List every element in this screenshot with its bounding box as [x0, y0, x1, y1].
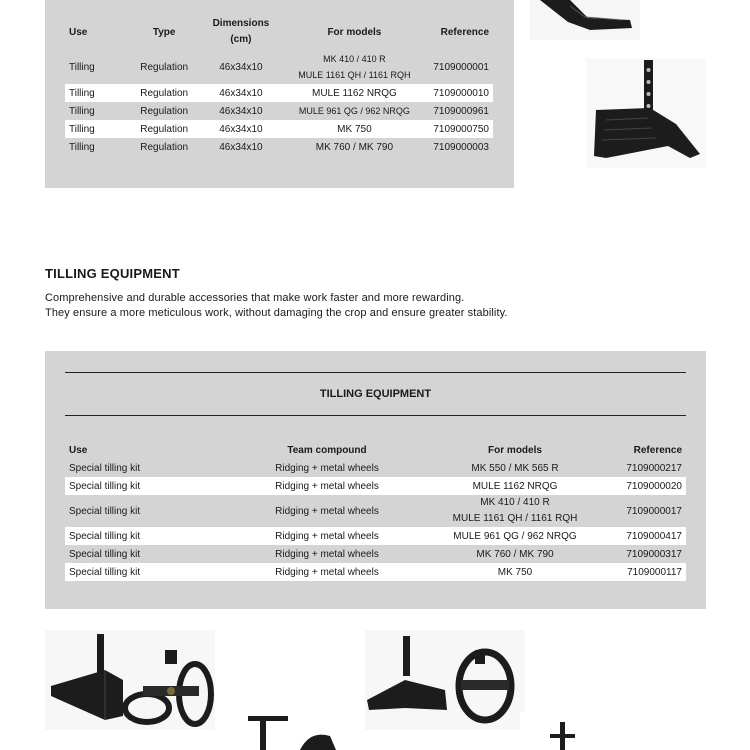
cell-use: Special tilling kit: [69, 548, 141, 560]
tilling-equipment-table: [65, 441, 686, 581]
cell-models: MK 550 / MK 565 R: [471, 462, 559, 474]
cell-type: Regulation: [126, 84, 202, 102]
cell-reference: 7109000010: [429, 84, 493, 102]
cell-models-line2: MULE 1161 QH / 1161 RQH: [452, 513, 578, 524]
cell-models: MK 750: [279, 120, 429, 138]
table-row: [65, 495, 686, 527]
cell-use: Tilling: [65, 120, 126, 138]
cell-use: Special tilling kit: [69, 462, 141, 474]
cell-dimensions: 46x34x10: [219, 61, 263, 73]
cell-models: MK 760 / MK 790: [476, 548, 554, 560]
cell-reference: 7109000117: [599, 563, 686, 581]
cell-models: MULE 1162 NRQG: [279, 84, 429, 102]
cell-models-line1: MK 410 / 410 R: [323, 54, 386, 64]
top-table-panel: [45, 0, 514, 188]
cell-team-compound: Ridging + metal wheels: [223, 563, 431, 581]
cell-type: Regulation: [126, 120, 202, 138]
header-models: For models: [488, 444, 542, 456]
cell-use: Tilling: [65, 84, 126, 102]
table-title-bottom-rule: [65, 415, 686, 416]
regulation-table: [65, 14, 493, 156]
header-reference: Reference: [633, 444, 682, 456]
cell-models: [279, 50, 429, 84]
cell-models: [431, 495, 599, 527]
header-use: Use: [69, 26, 88, 38]
cell-use: Special tilling kit: [69, 505, 141, 517]
header-models: For models: [327, 26, 382, 38]
table-row: [65, 138, 493, 156]
cell-dimensions: 46x34x10: [219, 105, 263, 117]
cell-use: Tilling: [69, 61, 95, 73]
table-title: TILLING EQUIPMENT: [319, 388, 432, 400]
table-row: [65, 102, 493, 120]
header-dimensions-unit: (cm): [230, 34, 252, 45]
cell-type: Regulation: [140, 61, 189, 73]
ridger-blade-image: [530, 0, 640, 40]
table-row: [65, 50, 493, 84]
cell-models: MK 760 / MK 790: [315, 141, 394, 153]
section-description-line2: They ensure a more meticulous work, without damaging the crop and ensure greater stability.: [45, 307, 508, 319]
cell-team-compound: Ridging + metal wheels: [275, 548, 379, 560]
cell-reference: 7109000317: [626, 548, 682, 560]
cell-reference: 7109000003: [433, 141, 489, 153]
cell-type: Regulation: [140, 141, 189, 153]
cell-use: Tilling: [69, 141, 95, 153]
header-use: Use: [69, 444, 88, 456]
cell-models: MK 750: [431, 563, 599, 581]
cell-dimensions: 46x34x10: [202, 120, 279, 138]
cell-dimensions: 46x34x10: [219, 141, 263, 153]
cell-use: Special tilling kit: [65, 477, 223, 495]
header-type: Type: [152, 26, 176, 38]
table-row: [65, 459, 686, 477]
table-row: [65, 84, 493, 102]
cell-use: Tilling: [69, 105, 95, 117]
table-title-top-rule: [65, 372, 686, 373]
header-reference: Reference: [440, 26, 489, 38]
tilling-kit-image-2: [240, 712, 340, 750]
table-row: [65, 527, 686, 545]
cell-use: Special tilling kit: [65, 527, 223, 545]
cell-team-compound: Ridging + metal wheels: [223, 527, 431, 545]
section-title: TILLING EQUIPMENT: [45, 266, 180, 281]
table-row: [65, 120, 493, 138]
cell-team-compound: Ridging + metal wheels: [223, 477, 431, 495]
tilling-kit-image-1: [45, 630, 215, 730]
header-dimensions-label: Dimensions: [212, 18, 270, 29]
header-team-compound: Team compound: [287, 444, 367, 456]
table-header-row: [65, 14, 493, 50]
cell-team-compound: Ridging + metal wheels: [275, 505, 379, 517]
cell-reference: 7109000217: [626, 462, 682, 474]
cell-use: Special tilling kit: [65, 563, 223, 581]
cell-team-compound: Ridging + metal wheels: [275, 462, 379, 474]
cell-models: MULE 1162 NRQG: [431, 477, 599, 495]
table-header-row: [65, 441, 686, 459]
table-row: [65, 477, 686, 495]
tilling-kit-image-3: [365, 630, 525, 730]
cell-type: Regulation: [140, 105, 189, 117]
ridger-with-post-image: [586, 58, 706, 168]
tilling-kit-image-4: [520, 712, 610, 750]
cell-reference: 7109000020: [599, 477, 686, 495]
cell-models-line1: MK 410 / 410 R: [480, 497, 550, 508]
section-description-line1: Comprehensive and durable accessories that make work faster and more rewarding.: [45, 292, 465, 304]
cell-dimensions: 46x34x10: [202, 84, 279, 102]
cell-models: MULE 961 QG / 962 NRQG: [298, 106, 410, 116]
cell-reference: 7109000961: [433, 105, 489, 117]
cell-models: MULE 961 QG / 962 NRQG: [431, 527, 599, 545]
cell-reference: 7109000001: [433, 61, 489, 73]
table-row: [65, 545, 686, 563]
bottom-table-panel: [45, 351, 706, 609]
cell-reference: 7109000017: [626, 505, 682, 517]
header-dimensions: [202, 14, 279, 50]
table-row: [65, 563, 686, 581]
cell-reference: 7109000417: [599, 527, 686, 545]
cell-reference: 7109000750: [429, 120, 493, 138]
cell-models-line2: MULE 1161 QH / 1161 RQH: [298, 70, 411, 80]
